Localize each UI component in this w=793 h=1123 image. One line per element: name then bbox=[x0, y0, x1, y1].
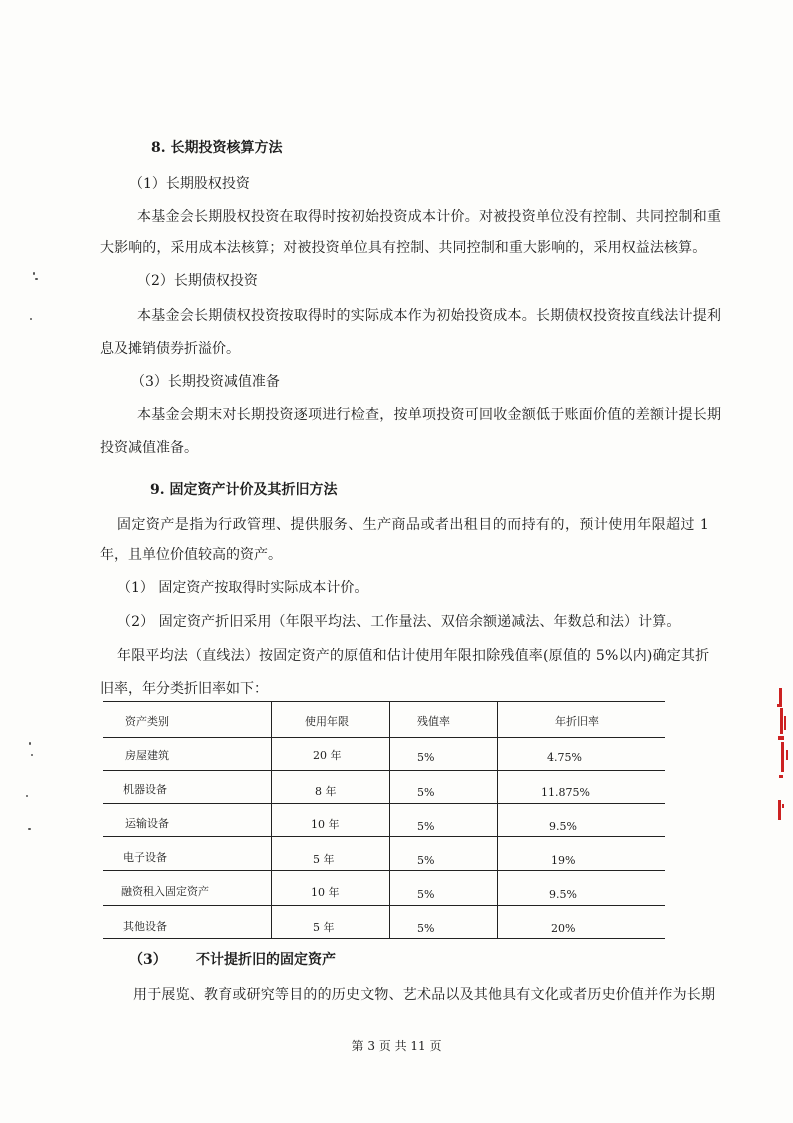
page-footer: 第 3 页 共 11 页 bbox=[351, 1039, 442, 1053]
table-cell: 5% bbox=[417, 922, 435, 935]
paragraph-line: 固定资产是指为行政管理、提供服务、生产商品或者出租目的而持有的，预计使用年限超过 1 bbox=[117, 517, 710, 533]
scan-speck bbox=[33, 272, 35, 275]
paragraph-line: 年限平均法（直线法）按固定资产的原值和估计使用年限扣除残值率(原值的 5%以内)确定其折 bbox=[117, 648, 710, 664]
list-item-number: （3） bbox=[129, 952, 167, 968]
subheading-impairment: （3）长期投资减值准备 bbox=[131, 374, 280, 390]
paragraph-line: 大影响的，采用成本法核算；对被投资单位具有控制、共同控制和重大影响的，采用权益法核算。 bbox=[100, 240, 707, 256]
table-header-cell: 资产类别 bbox=[125, 715, 169, 728]
table-header-cell: 残值率 bbox=[417, 715, 450, 728]
table-cell: 5% bbox=[417, 888, 435, 901]
table-cell: 融资租入固定资产 bbox=[121, 885, 209, 898]
scan-speck bbox=[30, 318, 32, 320]
table-cell: 5% bbox=[417, 854, 435, 867]
table-cell: 9.5% bbox=[549, 888, 577, 901]
section-8-heading: 8. 长期投资核算方法 bbox=[151, 140, 283, 156]
list-item: （2） 固定资产折旧采用（年限平均法、工作量法、双倍余额递减法、年数总和法）计算。 bbox=[117, 614, 681, 630]
table-cell: 电子设备 bbox=[123, 851, 167, 864]
table-cell: 11.875% bbox=[541, 786, 590, 799]
table-cell: 运输设备 bbox=[125, 817, 169, 830]
table-cell: 20 年 bbox=[313, 749, 342, 762]
subheading-no-depreciation: 不计提折旧的固定资产 bbox=[196, 952, 336, 968]
paragraph-line: 年，且单位价值较高的资产。 bbox=[100, 547, 282, 563]
paragraph-line: 旧率，年分类折旧率如下： bbox=[100, 681, 268, 697]
table-cell: 5% bbox=[417, 786, 435, 799]
table-cell: 4.75% bbox=[547, 751, 582, 764]
table-cell: 5% bbox=[417, 820, 435, 833]
scan-speck bbox=[28, 828, 31, 830]
scan-speck bbox=[26, 795, 28, 797]
paragraph-line: 本基金会期末对长期投资逐项进行检查，按单项投资可回收金额低于账面价值的差额计提长期 bbox=[137, 407, 722, 423]
table-cell: 机器设备 bbox=[123, 783, 167, 796]
table-cell: 5% bbox=[417, 751, 435, 764]
list-item: （1） 固定资产按取得时实际成本计价。 bbox=[117, 580, 369, 596]
table-cell: 19% bbox=[551, 854, 576, 867]
paragraph-line: 用于展览、教育或研究等目的的历史文物、艺术品以及其他具有文化或者历史价值并作为长期 bbox=[133, 987, 716, 1003]
scan-speck bbox=[35, 278, 38, 280]
table-cell: 5 年 bbox=[313, 921, 335, 934]
table-header-cell: 年折旧率 bbox=[555, 715, 599, 728]
table-cell: 10 年 bbox=[311, 886, 340, 899]
table-cell: 20% bbox=[551, 922, 576, 935]
depreciation-table bbox=[103, 701, 665, 939]
subheading-long-term-equity: （1）长期股权投资 bbox=[129, 176, 250, 192]
subheading-long-term-debt: （2）长期债权投资 bbox=[137, 273, 258, 289]
scan-speck bbox=[31, 754, 33, 756]
table-cell: 5 年 bbox=[313, 853, 335, 866]
table-cell: 8 年 bbox=[315, 785, 337, 798]
table-cell: 房屋建筑 bbox=[125, 749, 169, 762]
paragraph-line: 投资减值准备。 bbox=[100, 440, 198, 456]
table-cell: 9.5% bbox=[549, 820, 577, 833]
paragraph-line: 息及摊销债券折溢价。 bbox=[100, 341, 240, 357]
paragraph-line: 本基金会长期债权投资按取得时的实际成本作为初始投资成本。长期债权投资按直线法计提利 bbox=[137, 308, 722, 324]
table-cell: 10 年 bbox=[311, 818, 340, 831]
paragraph-line: 本基金会长期股权投资在取得时按初始投资成本计价。对被投资单位没有控制、共同控制和重 bbox=[137, 209, 722, 225]
scan-speck bbox=[29, 742, 31, 745]
table-cell: 其他设备 bbox=[123, 920, 167, 933]
section-9-heading: 9. 固定资产计价及其折旧方法 bbox=[150, 482, 338, 498]
table-header-cell: 使用年限 bbox=[305, 715, 349, 728]
